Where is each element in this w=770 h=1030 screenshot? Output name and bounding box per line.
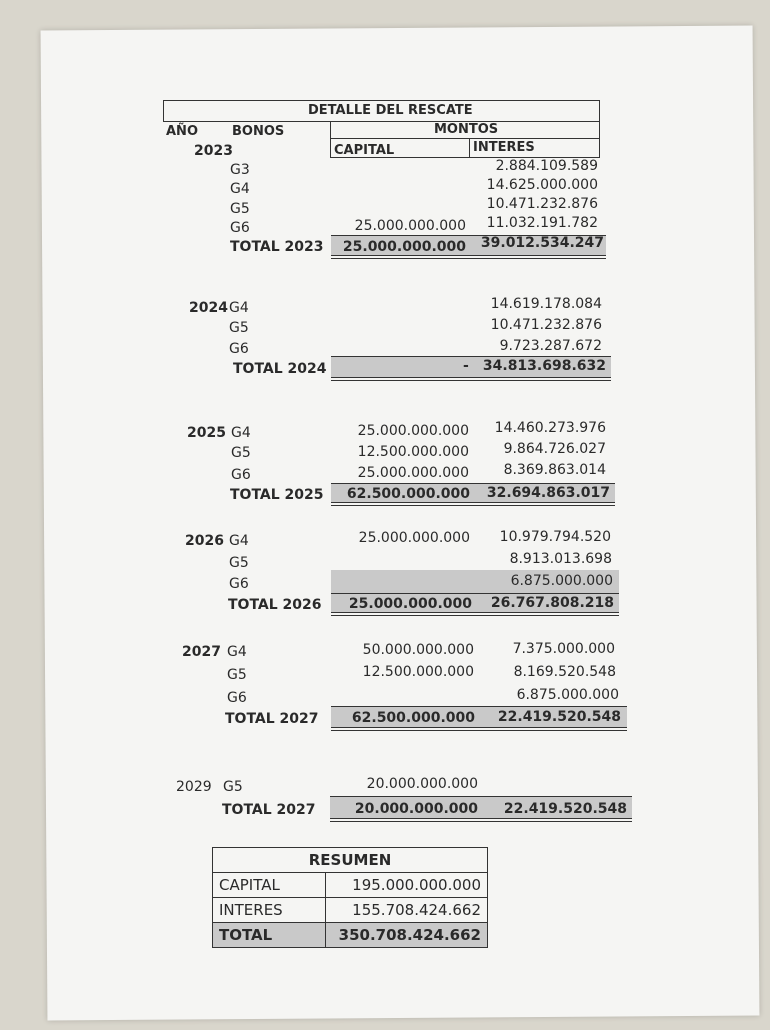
total-capital: 25.000.000.000: [348, 596, 472, 612]
summary-capital-value: 195.000.000.000: [326, 873, 488, 898]
bond-label: G4: [227, 644, 247, 660]
total-label: TOTAL 2027: [225, 711, 319, 727]
bond-label: G4: [229, 533, 249, 549]
summary-row: [213, 898, 488, 923]
total-capital: 20.000.000.000: [354, 801, 478, 817]
total-interest: 39.012.534.247: [480, 235, 604, 251]
interest-value: 6.875.000.000: [516, 687, 619, 703]
amounts-header: MONTOS: [434, 122, 499, 137]
interest-value: 14.625.000.000: [486, 177, 598, 193]
summary-total-value: 350.708.424.662: [326, 923, 488, 948]
capital-value: 25.000.000.000: [357, 423, 469, 439]
year-label: 2023: [194, 143, 233, 159]
total-label: TOTAL 2024: [233, 361, 327, 377]
bond-label: G4: [230, 181, 250, 197]
year-label: 2026: [185, 533, 224, 549]
bond-label: G5: [223, 779, 243, 795]
total-interest: 22.419.520.548: [503, 801, 627, 817]
bond-label: G6: [229, 341, 249, 357]
summary-total-row: [213, 923, 488, 948]
year-header: AÑO: [166, 124, 198, 139]
document-title: DETALLE DEL RESCATE: [308, 103, 473, 118]
capital-value: 50.000.000.000: [362, 642, 474, 658]
bond-label: G6: [230, 220, 250, 236]
total-capital: 25.000.000.000: [342, 239, 466, 255]
interest-value: 11.032.191.782: [486, 215, 598, 231]
bond-label: G5: [231, 445, 251, 461]
bond-label: G5: [229, 320, 249, 336]
bond-label: G4: [231, 425, 251, 441]
bond-label: G6: [231, 467, 251, 483]
total-double-line: [331, 727, 627, 731]
interest-header: INTERES: [473, 140, 535, 155]
total-label: TOTAL 2026: [228, 597, 322, 613]
capital-value: 25.000.000.000: [357, 465, 469, 481]
total-interest: 26.767.808.218: [490, 595, 614, 611]
interest-value: 14.619.178.084: [490, 296, 602, 312]
summary-capital-label: CAPITAL: [213, 873, 326, 898]
total-interest: 32.694.863.017: [486, 485, 610, 501]
total-interest: 34.813.698.632: [482, 358, 606, 374]
interest-value: 8.913.013.698: [509, 551, 612, 567]
amounts-divider: [330, 138, 600, 139]
capital-value: 25.000.000.000: [354, 218, 466, 234]
total-label: TOTAL 2027: [222, 802, 316, 818]
bonds-header: BONOS: [232, 124, 285, 139]
interest-value: 8.169.520.548: [513, 664, 616, 680]
total-double-line: [330, 818, 632, 822]
total-double-line: [331, 377, 611, 381]
bond-label: G5: [230, 201, 250, 217]
summary-row: [213, 873, 488, 898]
bond-label: G6: [227, 690, 247, 706]
summary-interest-value: 155.708.424.662: [326, 898, 488, 923]
bond-label: G4: [229, 300, 249, 316]
total-interest: 22.419.520.548: [497, 709, 621, 725]
total-top-line: [331, 356, 611, 357]
capital-value: 20.000.000.000: [366, 776, 478, 792]
total-top-line: [331, 593, 619, 594]
interest-value: 10.471.232.876: [486, 196, 598, 212]
interest-value: 9.723.287.672: [499, 338, 602, 354]
interest-value: 6.875.000.000: [510, 573, 613, 589]
capital-value: 25.000.000.000: [358, 530, 470, 546]
total-label: TOTAL 2023: [230, 239, 324, 255]
bond-label: G5: [227, 667, 247, 683]
interest-value: 10.471.232.876: [490, 317, 602, 333]
total-double-line: [331, 502, 615, 506]
total-capital: -: [463, 358, 469, 374]
total-top-line: [331, 483, 615, 484]
capital-header: CAPITAL: [334, 143, 395, 158]
total-top-line: [330, 796, 632, 797]
total-capital: 62.500.000.000: [346, 486, 470, 502]
summary-total-label: TOTAL: [213, 923, 326, 948]
capital-value: 12.500.000.000: [362, 664, 474, 680]
summary-interest-label: INTERES: [213, 898, 326, 923]
year-label: 2025: [187, 425, 226, 441]
total-capital: 62.500.000.000: [351, 710, 475, 726]
interest-value: 14.460.273.976: [494, 420, 606, 436]
summary-title: RESUMEN: [213, 848, 488, 873]
capital-value: 12.500.000.000: [357, 444, 469, 460]
summary-header-row: [213, 848, 488, 873]
total-top-line: [331, 706, 627, 707]
summary-table: [212, 847, 488, 948]
year-label: 2024: [189, 300, 228, 316]
capital-interest-divider: [469, 138, 470, 157]
bond-label: G3: [230, 162, 250, 178]
interest-value: 8.369.863.014: [503, 462, 606, 478]
total-double-line: [331, 612, 619, 616]
bond-label: G6: [229, 576, 249, 592]
total-double-line: [331, 255, 606, 259]
year-label: 2029: [176, 779, 212, 795]
interest-value: 10.979.794.520: [499, 529, 611, 545]
interest-value: 2.884.109.589: [495, 158, 598, 174]
bond-label: G5: [229, 555, 249, 571]
interest-value: 9.864.726.027: [503, 441, 606, 457]
interest-value: 7.375.000.000: [512, 641, 615, 657]
year-label: 2027: [182, 644, 221, 660]
total-label: TOTAL 2025: [230, 487, 324, 503]
